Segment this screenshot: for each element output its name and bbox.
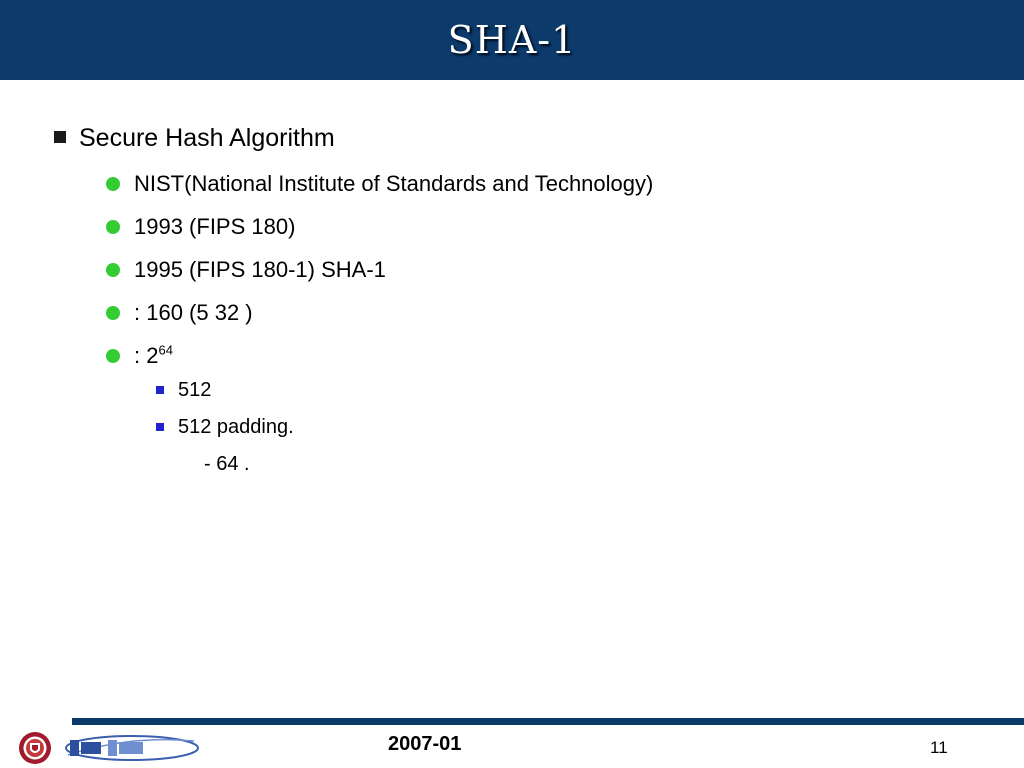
bullet-1993: 1993 (FIPS 180) xyxy=(134,214,296,239)
green-dot-bullet-icon xyxy=(106,220,120,234)
footer-title: 2007-01 xyxy=(388,733,462,755)
green-dot-bullet-icon xyxy=(106,263,120,277)
netsec-logo-icon xyxy=(60,733,200,763)
footer-bar xyxy=(0,718,1024,725)
page-number: 11 xyxy=(930,738,948,757)
input-size-prefix: : 2 xyxy=(134,343,159,368)
green-dot-bullet-icon xyxy=(106,306,120,320)
bullet-input-size xyxy=(134,343,173,369)
blue-square-bullet-icon xyxy=(156,423,164,431)
heading-secure-hash: Secure Hash Algorithm xyxy=(79,124,335,152)
green-dot-bullet-icon xyxy=(106,349,120,363)
square-bullet-icon xyxy=(54,131,66,143)
bullet-nist: NIST(National Institute of Standards and Technology) xyxy=(134,171,654,196)
blue-square-bullet-icon xyxy=(156,386,164,394)
university-seal-icon xyxy=(18,731,52,765)
green-dot-bullet-icon xyxy=(106,177,120,191)
input-size-exponent: 64 xyxy=(158,342,173,358)
bullet-hash-length: : 160 (5 32 ) xyxy=(134,300,253,325)
slide-title: SHA-1 xyxy=(447,18,577,62)
note-last-64-bits: - 64 . xyxy=(204,453,250,475)
bullet-1995: 1995 (FIPS 180-1) SHA-1 xyxy=(134,257,386,282)
sub-bullet-block-unit: 512 xyxy=(178,379,212,401)
footer-bar-gap xyxy=(0,718,72,726)
sub-bullet-padding: 512 padding. xyxy=(178,416,294,438)
